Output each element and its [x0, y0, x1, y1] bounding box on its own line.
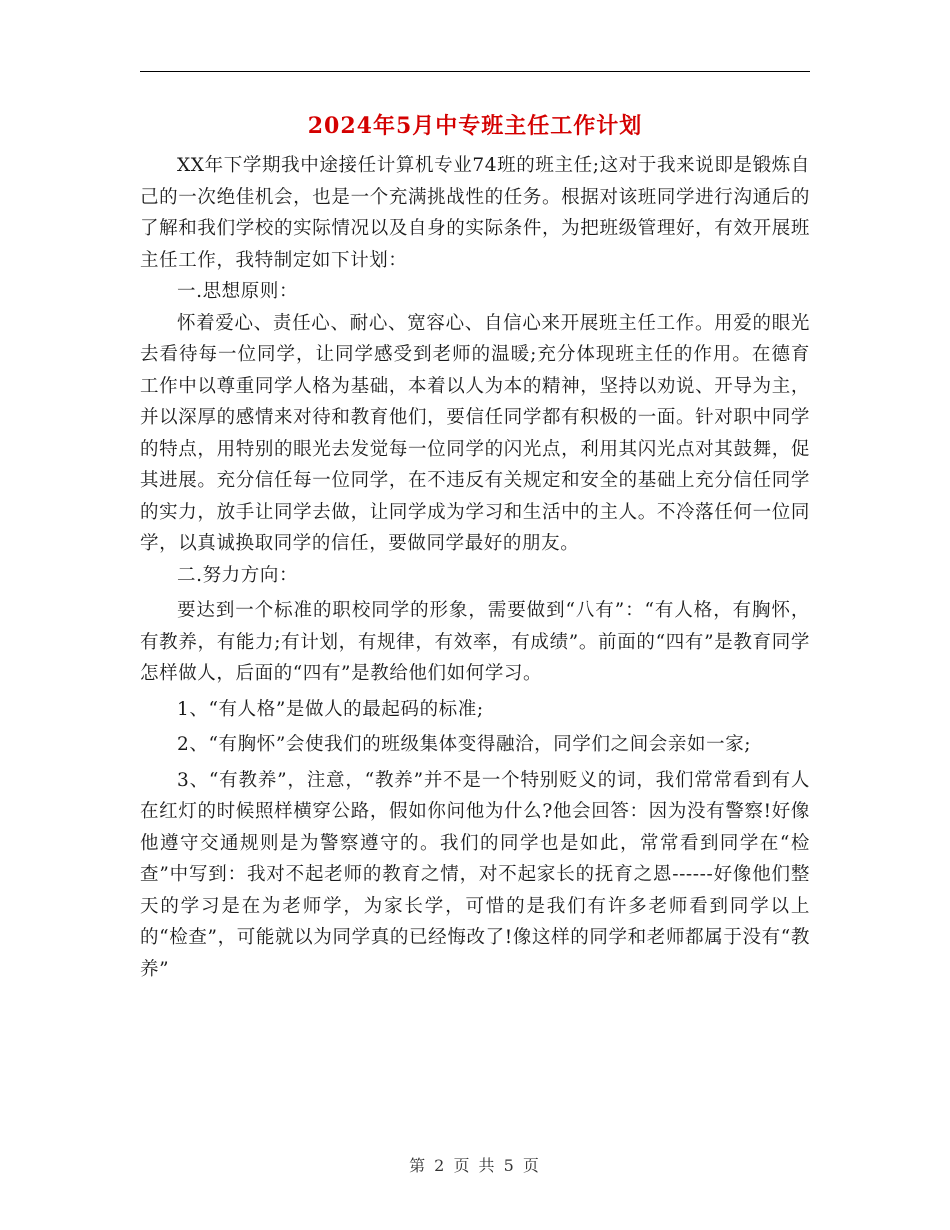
list-item-3: 3、“有教养”，注意，“教养”并不是一个特别贬义的词，我们常常看到有人在红灯的时候照样横穿公路，假如你问他为什么?他会回答：因为没有警察!好像他遵守交通规则是为警察遵守的。我们的同学也是如此，常常看到同学在“检查”中写到：我对不起老师的教育之情，对不起家长的抚育之恩------好像他们整天的学习是在为老师学，为家长学，可惜的是我们有许多老师看到同学以上的“检查”，可能就以为同学真的已经悔改了!像这样的同学和老师都属于没有“教养”	[140, 769, 810, 980]
paragraph-principles: 怀着爱心、责任心、耐心、宽容心、自信心来开展班主任工作。用爱的眼光去看待每一位同学，让同学感受到老师的温暖;充分体现班主任的作用。在德育工作中以尊重同学人格为基础，本着以人为本的精神，坚持以劝说、开导为主，并以深厚的感情来对待和教育他们，要信任同学都有积极的一面。针对职中同学的特点，用特别的眼光去发觉每一位同学的闪光点，利用其闪光点对其鼓舞，促其进展。充分信任每一位同学，在不违反有关规定和安全的基础上充分信任同学的实力，放手让同学去做，让同学成为学习和生活中的主人。不冷落任何一位同学，以真诚换取同学的信任，要做同学最好的朋友。	[140, 312, 810, 554]
section-heading-principles: 一.思想原则：	[177, 281, 299, 302]
list-item-2: 2、“有胸怀”会使我们的班级集体变得融洽，同学们之间会亲如一家;	[177, 734, 752, 755]
page-number: 第 2 页 共 5 页	[409, 1156, 541, 1175]
document-title: 2024年5月中专班主任工作计划	[307, 113, 643, 139]
header-rule	[140, 71, 810, 72]
document-body	[140, 150, 810, 985]
paragraph-direction: 要达到一个标准的职校同学的形象，需要做到“八有”：“有人格，有胸怀，有教养，有能力;有计划，有规律，有效率，有成绩”。前面的“四有”是教育同学怎样做人，后面的“四有”是教给他们如何学习。	[140, 600, 810, 684]
list-item-1: 1、“有人格”是做人的最起码的标准;	[177, 698, 484, 720]
paragraph-intro: XX年下学期我中途接任计算机专业74班的班主任;这对于我来说即是锻炼自己的一次绝佳机会，也是一个充满挑战性的任务。根据对该班同学进行沟通后的了解和我们学校的实际情况以及自身的实际条件，为把班级管理好，有效开展班主任工作，我特制定如下计划：	[140, 155, 810, 271]
section-heading-direction: 二.努力方向：	[177, 564, 299, 586]
